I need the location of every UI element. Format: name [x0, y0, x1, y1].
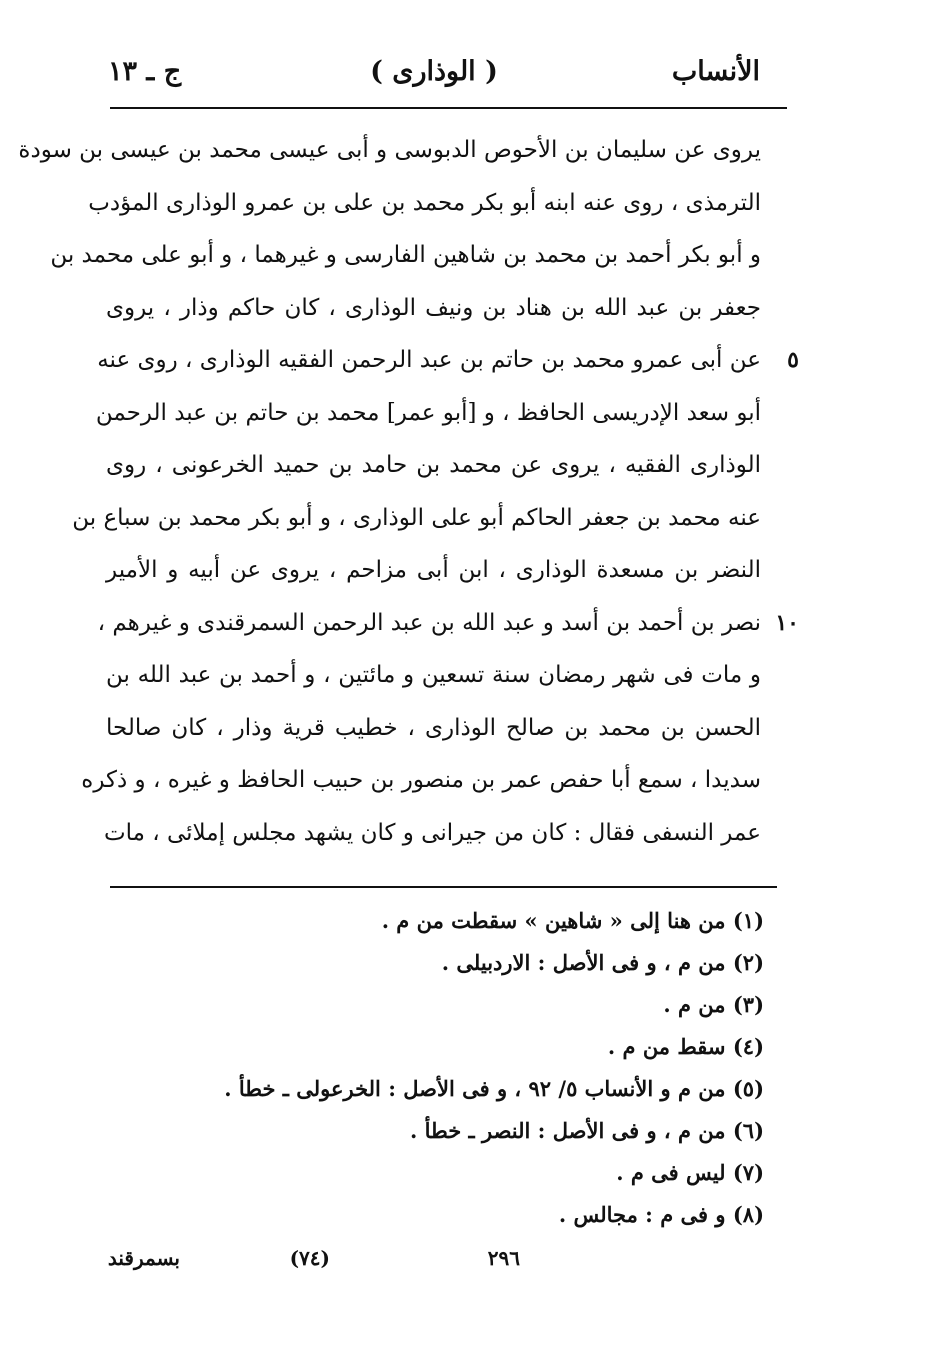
text-line: الترمذى ، روى عنه ابنه أبو بكر محمد بن على بن عمرو الوذارى المؤدب — [88, 189, 761, 216]
header-rule — [110, 107, 787, 109]
text-line: الوذارى الفقيه ، يروى عن محمد بن حامد بن حميد الخرعونى ، روى — [106, 452, 761, 478]
text-line: أبو سعد الإدريسى الحافظ ، و [أبو عمر] محمد بن حاتم بن عبد الرحمن — [95, 399, 761, 426]
text-line: سديدا ، سمع أبا حفص عمر بن منصور بن حبيب الحافظ و غيره ، و ذكره — [81, 767, 761, 793]
footnote: (٢) من م ، و فى الأصل : الاردبيلى . — [441, 950, 764, 975]
running-header — [108, 56, 760, 100]
text-line: ٥ عن أبى عمرو محمد بن حاتم بن عبد الرحمن الفقيه الوذارى ، روى عنه — [106, 334, 761, 387]
text-line: ١٠ نصر بن أحمد بن أسد و عبد الله بن عبد الرحمن السمرقندى و غيرهم ، — [106, 597, 761, 650]
footnote: (٤) سقط من م . — [607, 1034, 764, 1059]
text-line: عمر النسفى فقال : كان من جيرانى و كان يشهد مجلس إملائى ، مات — [103, 819, 761, 846]
footnote: (٣) من م . — [663, 992, 764, 1017]
page-footer — [100, 1246, 520, 1282]
header-entry-title: ( الوذارى ) — [370, 56, 498, 87]
footer-sheet-number: (٧٤) — [289, 1246, 330, 1270]
header-volume: ج ـ ١٣ — [108, 56, 182, 87]
main-text — [18, 124, 799, 859]
footnote: (٦) من م ، و فى الأصل : النصر ـ خطأ . — [409, 1118, 764, 1143]
text-line: النضر بن مسعدة الوذارى ، ابن أبى مزاحم ، يروى عن أبيه و الأمير — [106, 557, 761, 583]
line-number: ٥ — [787, 347, 799, 373]
footnote: (٨) و فى م : مجالس . — [558, 1202, 764, 1227]
header-book-title: الأنساب — [671, 56, 760, 87]
footnotes — [204, 900, 764, 1236]
text-line: و مات فى شهر رمضان سنة تسعين و مائتين ، و أحمد بن عبد الله بن — [106, 662, 762, 688]
footnote: (٥) من م و الأنساب ٥/ ٩٢ ، و فى الأصل : الخرعولى ـ خطأ . — [224, 1076, 764, 1101]
footer-page-number: ٢٩٦ — [487, 1246, 520, 1270]
footnote: (٧) ليس فى م . — [616, 1160, 764, 1185]
text-line: عنه محمد بن جعفر الحاكم أبو على الوذارى ، و أبو بكر محمد بن سباع بن — [72, 504, 761, 531]
text-line: الحسن بن محمد بن صالح الوذارى ، خطيب قرية وذار ، كان صالحا — [106, 714, 761, 741]
footer-signature: بسمرقند — [107, 1246, 180, 1270]
footnote-rule — [110, 886, 777, 888]
text-line: يروى عن سليمان بن الأحوص الدبوسى و أبى عيسى محمد بن عيسى بن سودة — [18, 137, 761, 163]
footnote: (١) من هنا إلى « شاهين » سقطت من م . — [381, 908, 764, 933]
text-line: و أبو بكر أحمد بن محمد بن شاهين الفارسى و غيرهما ، و أبو على محمد بن — [50, 242, 761, 268]
text-line: جعفر بن عبد الله بن هناد بن ونيف الوذارى ، كان حاكم وذار ، يروى — [106, 294, 761, 321]
line-number: ١٠ — [775, 609, 799, 636]
